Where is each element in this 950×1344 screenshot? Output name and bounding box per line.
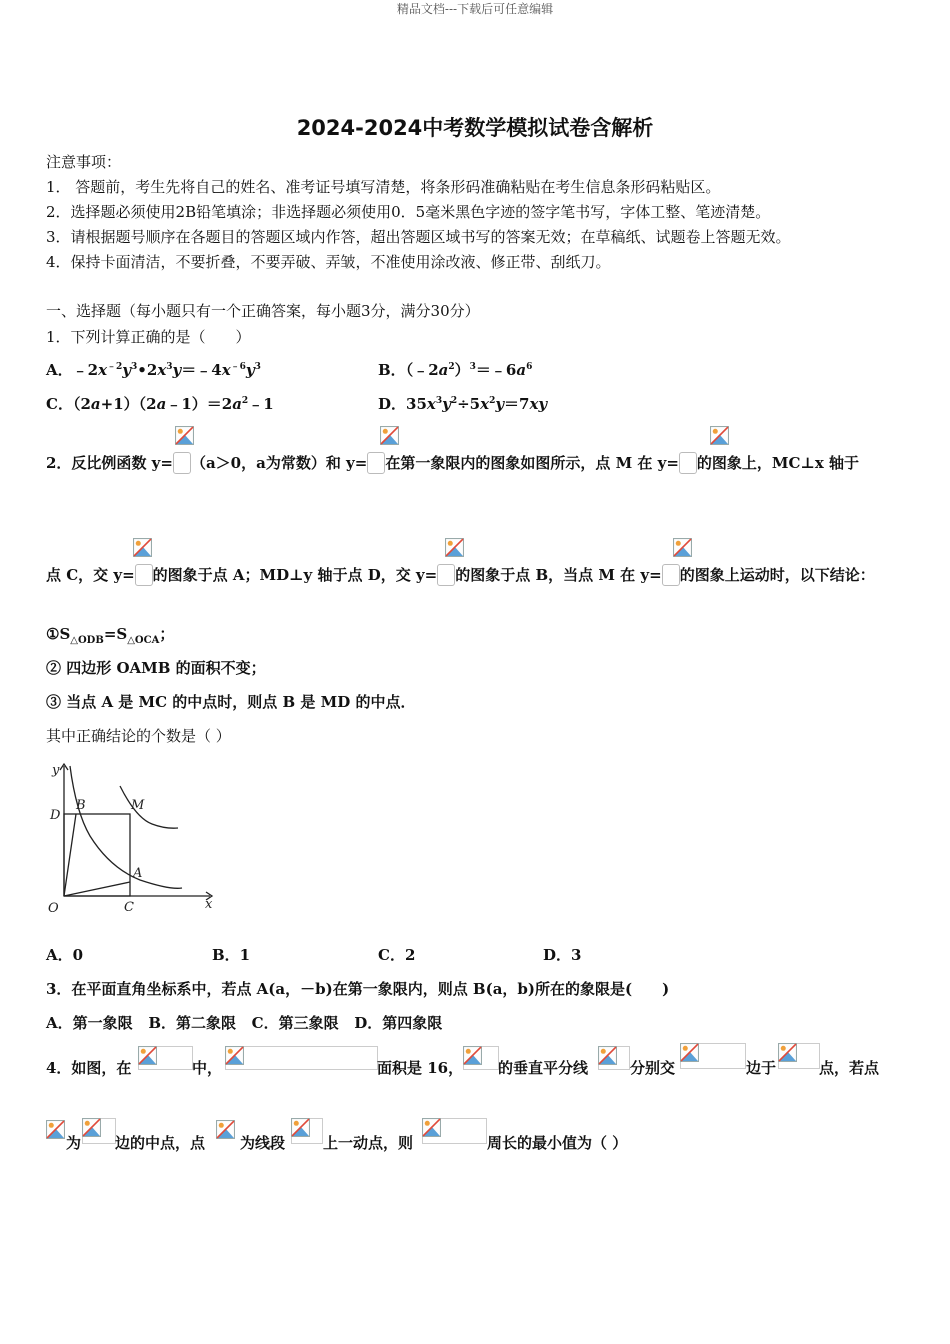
broken-image-icon (673, 538, 692, 557)
q4-text-3: 面积是 16， (377, 1059, 464, 1077)
broken-image-icon (422, 1118, 441, 1137)
page-title: 2024-2024中考数学模拟试卷含解析 (296, 116, 654, 140)
formula-image (437, 564, 455, 586)
q2-function-graph (40, 758, 225, 918)
q4-text-8: 为 (66, 1134, 82, 1152)
broken-image-icon (380, 426, 399, 445)
label-b: B (76, 798, 86, 813)
broken-image-icon (216, 1120, 235, 1139)
q2-option-b: B．1 (212, 946, 251, 964)
q2-option-a: A．0 (46, 946, 84, 964)
broken-image-icon (175, 426, 194, 445)
broken-image-icon (445, 538, 464, 557)
q2-line-2: 点 C，交 y= 的图象于点 A；MD⊥y 轴于点 D，交 y= 的图象于点 B，当点 M 在 y= 的图象上运动时，以下结论： (46, 566, 875, 584)
broken-image-icon (46, 1120, 65, 1139)
q2-line-1: 2．反比例函数 y= （a＞0，a为常数）和 y= 在第一象限内的图象如图所示，点 M 在 y= 的图象上，MC⊥x 轴于 (46, 454, 860, 472)
q4-text-10: 为线段 (240, 1134, 286, 1152)
section-heading: 一、选择题（每小题只有一个正确答案，每小题3分，满分30分） (46, 302, 480, 320)
question-1-stem: 1．下列计算正确的是（ ） (46, 328, 251, 346)
formula-image (135, 564, 153, 586)
broken-image-icon (710, 426, 729, 445)
q4-text-6: 边于 (746, 1059, 777, 1077)
label-m: M (131, 798, 145, 813)
broken-image-icon (598, 1046, 617, 1065)
q1-option-b: B．$(﹣2a^2)^3=﹣6a^6$ (378, 361, 533, 379)
page-header: 精品文档---下载后可任意编辑 (396, 2, 554, 16)
q4-text-1: 4．如图，在 (46, 1059, 132, 1077)
q2-conclusion-2: ② 四边形 OAMB 的面积不变； (46, 659, 266, 677)
q4-text-9: 边的中点，点 (115, 1134, 206, 1152)
q1-option-a: A．$﹣2x^{﹣2}y^3•2x^3y=﹣4x^{﹣6}y^3$ (46, 361, 261, 379)
notice-item: 4．保持卡面清洁，不要折叠，不要弄破、弄皱，不准使用涂改液、修正带、刮纸刀。 (46, 253, 611, 271)
q2-ask: 其中正确结论的个数是（ ） (46, 727, 231, 745)
formula-image (225, 1046, 378, 1070)
broken-image-icon (778, 1043, 797, 1062)
formula-image (367, 452, 385, 474)
q4-text-12: 周长的最小值为（ ） (487, 1134, 628, 1152)
label-d: D (50, 808, 61, 823)
q2-option-d: D．3 (543, 946, 582, 964)
segment-oa (64, 882, 130, 896)
formula-image (173, 452, 191, 474)
question-3-stem: 3．在平面直角坐标系中，若点 A(a，－b)在第一象限内，则点 B(a，b)所在的象限是( ) (46, 980, 670, 998)
formula-image (679, 452, 697, 474)
label-x: x (205, 897, 213, 912)
broken-image-icon (680, 1043, 699, 1062)
broken-image-icon (291, 1118, 310, 1137)
formula-image (662, 564, 680, 586)
q2-conclusion-1: $①S_{\triangle ODB}=S_{\triangle OCA}$； (46, 625, 175, 646)
label-y: y (52, 763, 60, 778)
broken-image-icon (463, 1046, 482, 1065)
q2-option-c: C．2 (378, 946, 416, 964)
q4-text-7: 点，若点 (819, 1059, 880, 1077)
curve-a (120, 786, 178, 828)
q2-conclusion-3: ③ 当点 A 是 MC 的中点时，则点 B 是 MD 的中点． (46, 693, 416, 711)
label-a: A (133, 866, 143, 881)
notice-item: 3．请根据题号顺序在各题目的答题区域内作答，超出答题区域书写的答案无效；在草稿纸、试题卷上答题无效。 (46, 228, 791, 246)
label-c: C (124, 900, 134, 915)
q4-text-4: 的垂直平分线 (498, 1059, 589, 1077)
broken-image-icon (82, 1118, 101, 1137)
q4-text-2: 中， (192, 1059, 223, 1077)
notice-item: 1． 答题前，考生先将自己的姓名、准考证号填写清楚，将条形码准确粘贴在考生信息条形码粘贴区。 (46, 178, 721, 196)
q4-text-5: 分别交 (630, 1059, 676, 1077)
broken-image-icon (138, 1046, 157, 1065)
q3-options: A．第一象限 B．第二象限 C．第三象限 D．第四象限 (46, 1014, 443, 1032)
q1-option-d: D．$35x^3y^2\div 5x^2y=7xy$ (378, 395, 548, 413)
notice-heading: 注意事项： (46, 153, 122, 171)
broken-image-icon (225, 1046, 244, 1065)
notice-item: 2．选择题必须使用2B铅笔填涂；非选择题必须使用0．5毫米黑色字迹的签字笔书写，字体工整、笔迹清楚。 (46, 203, 771, 221)
q4-text-11: 上一动点，则 (323, 1134, 414, 1152)
q1-option-c: C．$(2a+1)(2a﹣1)=2a^2﹣1$ (46, 395, 274, 413)
segment-ob (64, 814, 76, 896)
label-o: O (48, 901, 59, 916)
broken-image-icon (133, 538, 152, 557)
